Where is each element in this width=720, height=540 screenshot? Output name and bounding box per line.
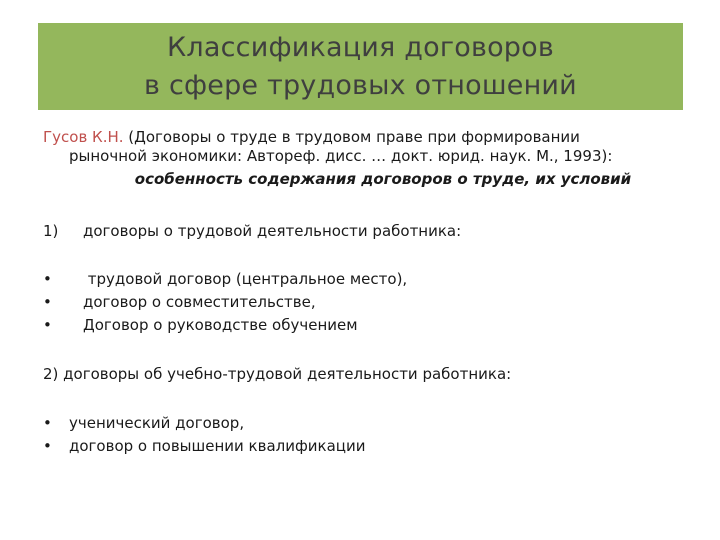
section1-item-2: договор о совместительстве,	[83, 293, 316, 311]
bullet-icon: •	[43, 437, 52, 455]
reference-line-2: рыночной экономики: Автореф. дисс. … докт. юрид. наук. М., 1993):	[69, 147, 613, 165]
section1-heading-row	[43, 221, 461, 241]
slide-title-line-1: Классификация договоров	[167, 31, 554, 63]
list-item	[43, 315, 358, 335]
section2-item-1: ученический договор,	[69, 414, 245, 432]
bullet-icon: •	[43, 316, 52, 334]
reference-title-part1: (Договоры о труде в трудовом праве при формировании	[123, 128, 580, 146]
section1-item-3: Договор о руководстве обучением	[83, 316, 358, 334]
bullet-icon: •	[43, 270, 52, 288]
section2-heading: 2) договоры об учебно-трудовой деятельности работника:	[43, 365, 512, 383]
reference-author: Гусов К.Н.	[43, 128, 124, 146]
list-item	[43, 436, 366, 456]
section2-item-2: договор о повышении квалификации	[69, 437, 366, 455]
section1-heading: договоры о трудовой деятельности работника:	[83, 222, 462, 240]
list-item	[43, 269, 407, 289]
list-item	[43, 292, 316, 312]
list-item	[43, 413, 244, 433]
section1-number: 1)	[43, 222, 59, 240]
reference-block	[43, 128, 683, 189]
section1-item-1: трудовой договор (центральное место),	[83, 270, 408, 288]
bullet-icon: •	[43, 414, 52, 432]
bullet-icon: •	[43, 293, 52, 311]
title-banner	[38, 23, 683, 110]
reference-emphasis: особенность содержания договоров о труде, их условий	[134, 170, 632, 188]
slide-title-line-2: в сфере трудовых отношений	[144, 69, 577, 101]
reference-line-1	[43, 128, 683, 147]
